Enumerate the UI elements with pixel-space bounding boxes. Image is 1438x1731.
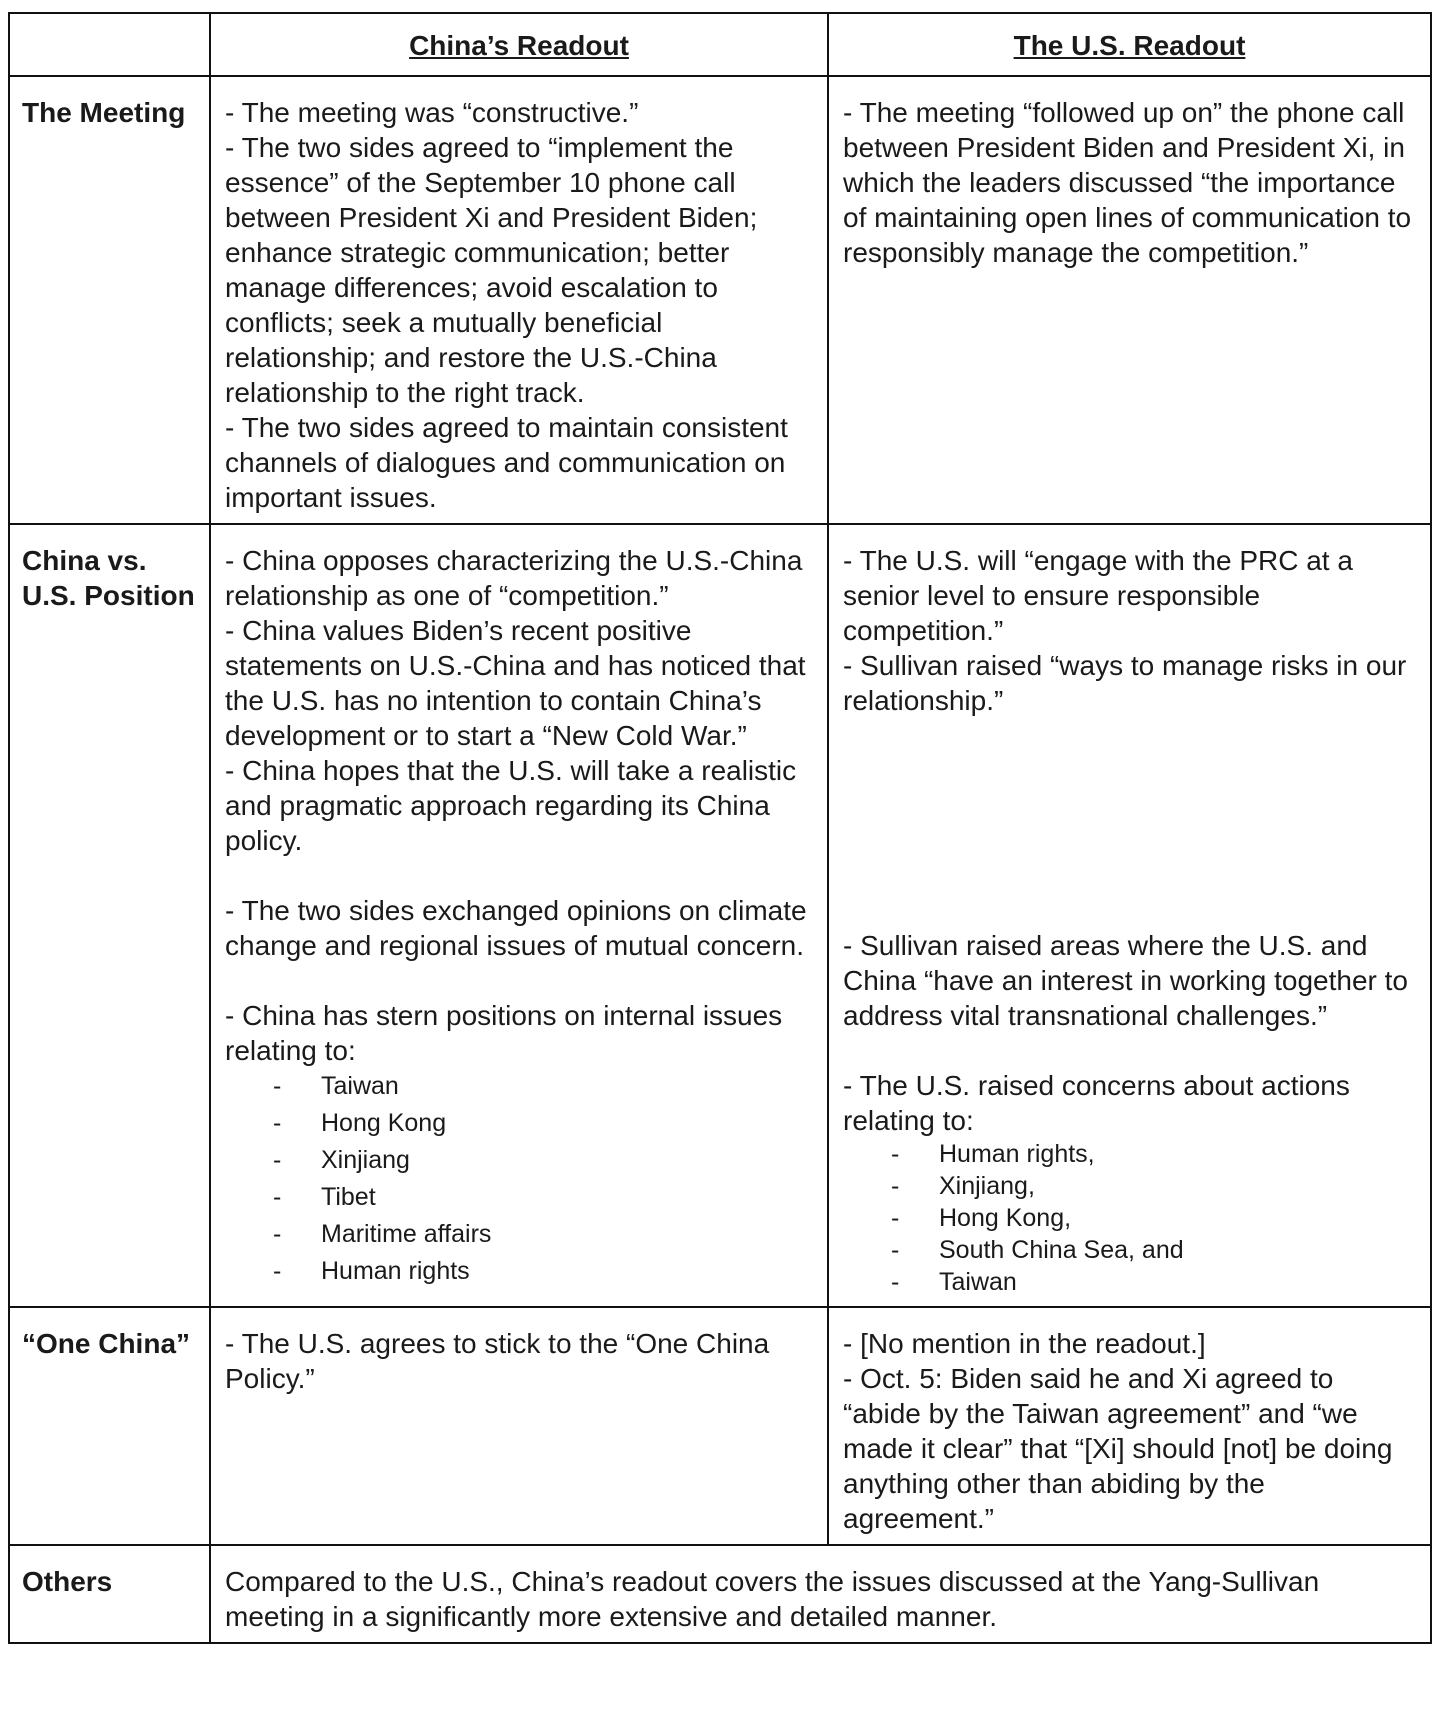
china-issues-list: [225, 1068, 813, 1290]
list-item: - Xinjiang,: [843, 1170, 1416, 1202]
one-china-us-cell: [828, 1307, 1431, 1545]
header-empty-cell: [9, 13, 210, 76]
one-china-china-point: - The U.S. agrees to stick to the “One China Policy.”: [225, 1328, 770, 1394]
position-us-point: - The U.S. raised concerns about actions relating to:: [843, 1070, 1350, 1136]
row-label-position: China vs. U.S. Position: [9, 524, 210, 1307]
list-item: - Taiwan: [225, 1068, 813, 1105]
row-one-china: [9, 1307, 1431, 1545]
row-label-others: Others: [9, 1545, 210, 1643]
one-china-us-point: - Oct. 5: Biden said he and Xi agreed to “abide by the Taiwan agreement” and “we made it clear” that “[Xi] should [not] be doing anything other than abiding by the agreement.”: [843, 1363, 1393, 1534]
position-china-cell: [210, 524, 828, 1307]
position-china-point: - China has stern positions on internal issues relating to:: [225, 1000, 783, 1066]
meeting-china-point: - The two sides agreed to maintain consistent channels of dialogues and communication on important issues.: [225, 412, 788, 513]
comparison-table: [8, 12, 1432, 1644]
list-item: - Maritime affairs: [225, 1216, 813, 1253]
meeting-us-cell: [828, 76, 1431, 524]
list-item: - Human rights: [225, 1253, 813, 1290]
row-others: [9, 1545, 1431, 1643]
list-item: - Human rights,: [843, 1138, 1416, 1170]
position-china-point: - China values Biden’s recent positive statements on U.S.-China and has noticed that the U.S. has no intention to contain China’s development or to start a “New Cold War.”: [225, 615, 806, 751]
row-meeting: [9, 76, 1431, 524]
us-issues-list: [843, 1138, 1416, 1298]
position-china-point: - China hopes that the U.S. will take a realistic and pragmatic approach regarding its China policy.: [225, 755, 797, 856]
one-china-us-point: - [No mention in the readout.]: [843, 1328, 1206, 1359]
others-cell: Compared to the U.S., China’s readout covers the issues discussed at the Yang-Sullivan meeting in a significantly more extensive and detailed manner.: [210, 1545, 1431, 1643]
header-row: [9, 13, 1431, 76]
position-us-spacer: [843, 718, 1416, 928]
list-item: - South China Sea, and: [843, 1234, 1416, 1266]
position-us-point: - Sullivan raised areas where the U.S. and China “have an interest in working together to address vital transnational challenges.”: [843, 930, 1408, 1031]
row-label-meeting: The Meeting: [9, 76, 210, 524]
position-china-point: - China opposes characterizing the U.S.-China relationship as one of “competition.”: [225, 545, 803, 611]
position-us-point: - Sullivan raised “ways to manage risks in our relationship.”: [843, 650, 1407, 716]
one-china-china-cell: [210, 1307, 828, 1545]
meeting-china-point: - The meeting was “constructive.”: [225, 97, 639, 128]
meeting-china-cell: [210, 76, 828, 524]
position-us-point: - The U.S. will “engage with the PRC at a senior level to ensure responsible competition.”: [843, 545, 1353, 646]
meeting-us-point: - The meeting “followed up on” the phone call between President Biden and President Xi, in which the leaders discussed “the importance of maintaining open lines of communication to responsibly manage the competition.”: [843, 97, 1412, 268]
list-item: - Xinjiang: [225, 1142, 813, 1179]
header-us-readout: The U.S. Readout: [828, 13, 1431, 76]
row-label-one-china: “One China”: [9, 1307, 210, 1545]
list-item: - Hong Kong: [225, 1105, 813, 1142]
list-item: - Tibet: [225, 1179, 813, 1216]
position-china-point: - The two sides exchanged opinions on climate change and regional issues of mutual concern.: [225, 895, 807, 961]
list-item: - Hong Kong,: [843, 1202, 1416, 1234]
position-us-cell: [828, 524, 1431, 1307]
meeting-china-point: - The two sides agreed to “implement the essence” of the September 10 phone call between President Xi and President Biden; enhance strategic communication; better manage differences; avoid escalation to conflicts; seek a mutually beneficial relationship; and restore the U.S.-China relationship to the right track.: [225, 132, 758, 408]
row-position: [9, 524, 1431, 1307]
header-china-readout: China’s Readout: [210, 13, 828, 76]
list-item: - Taiwan: [843, 1266, 1416, 1298]
